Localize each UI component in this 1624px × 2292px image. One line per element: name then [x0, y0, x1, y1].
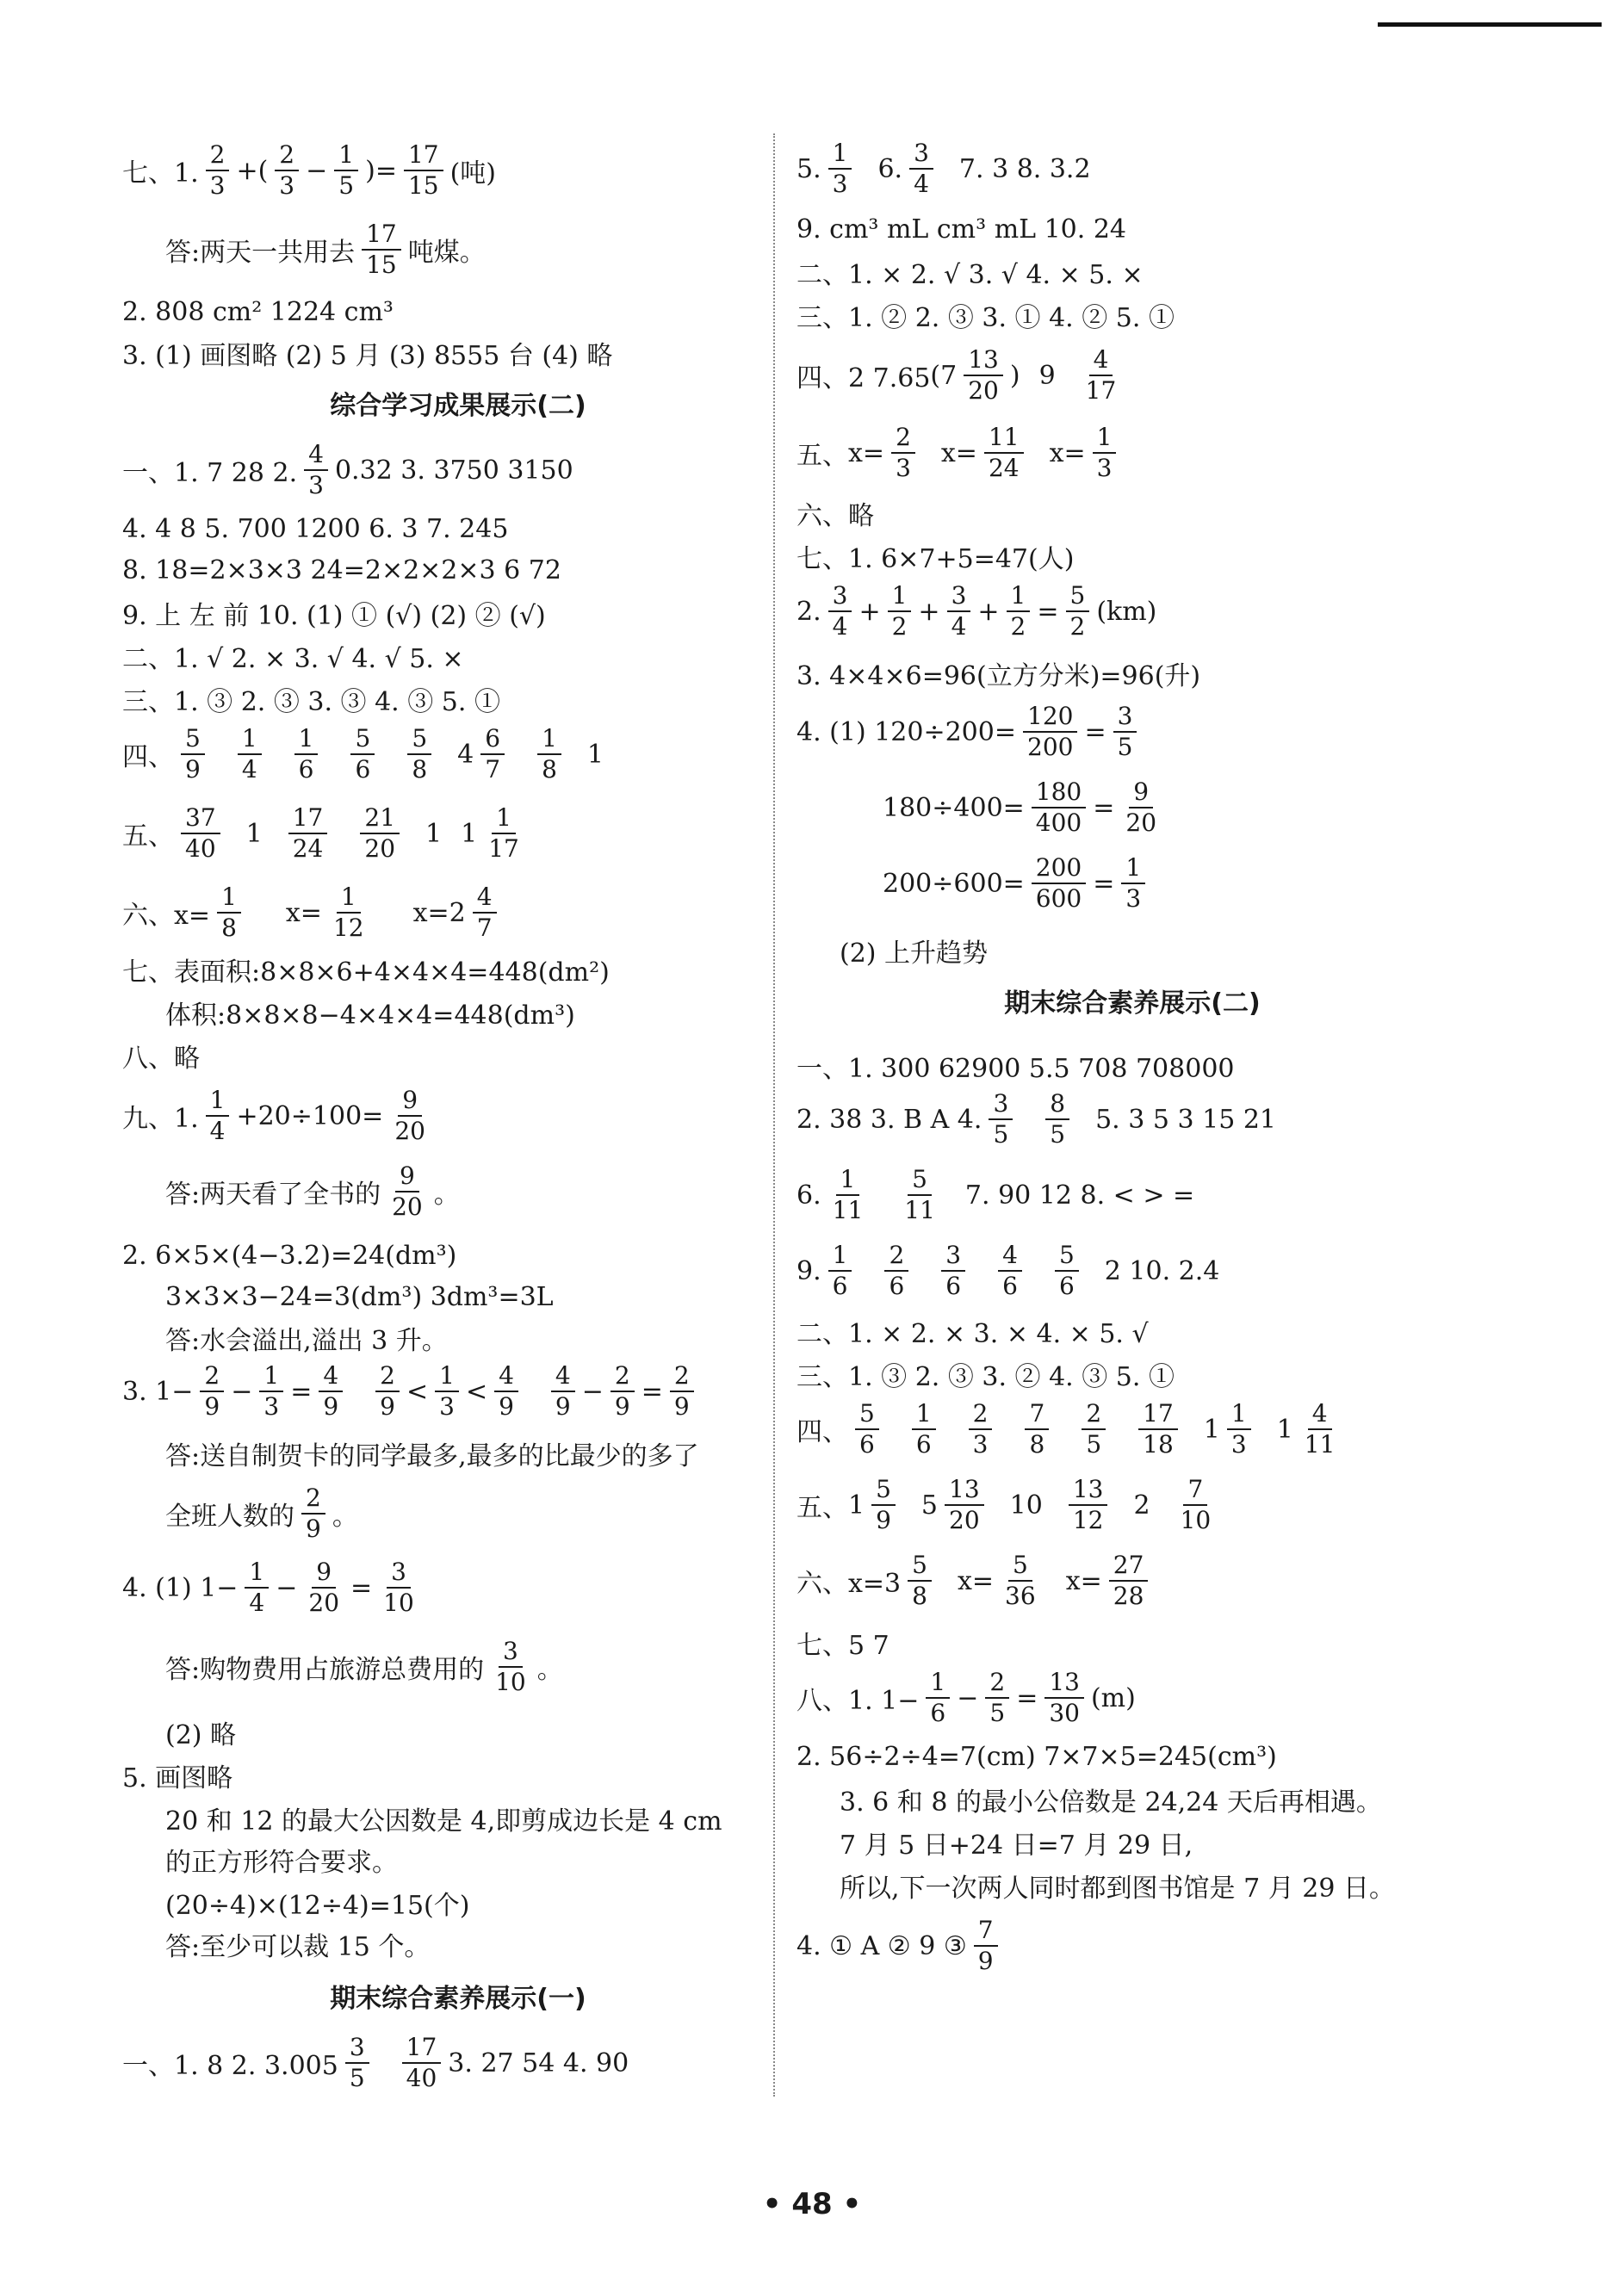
answer-9-3-conclusion-2: 全班人数的 $\frac{2}{9}$ 。 — [165, 1484, 358, 1543]
exam2-6-equations: 六、x=3 $\frac{5}{8}$ x= $\frac{5}{36}$ x= $\frac{27}{28}$ — [797, 1546, 1155, 1615]
final-5-equations: 五、 x= $\frac{2}{3}$ x= $\frac{11}{24}$ x= $\frac{1}{3}$ — [797, 418, 1123, 487]
exam2-judgement: 二、1. × 2. × 3. × 4. × 5. √ — [797, 1319, 1149, 1349]
answer-7-3: 3. (1) 画图略 (2) 5 月 (3) 8555 台 (4) 略 — [122, 341, 613, 371]
exam2-8-3c: 所以,下一次两人同时都到图书馆是 7 月 29 日。 — [840, 1874, 1395, 1904]
answer-1-8: 8. 18=2×3×3 24=2×2×2×3 6 72 — [122, 554, 561, 585]
answer-4: 四、 $\frac{5}{9}$ $\frac{1}{4}$ $\frac{1}{6}$ $\frac{5}{6}$ $\frac{5}{8}$ 4 $\frac{6}{7}$ $\frac{1}{8}$ 1 — [122, 724, 604, 784]
final-7-2: 2. $\frac{3}{4}$ + $\frac{1}{2}$ + $\frac{3}{4}$ + $\frac{1}{2}$ = $\frac{5}{2}$ (km) — [797, 581, 1157, 641]
final-7-1: 七、1. 6×7+5=47(人) — [797, 544, 1075, 574]
answer-9-2b: 3×3×3−24=3(dm³) 3dm³=3L — [165, 1281, 554, 1312]
final-4: 四、2 7.65 (7 $\frac{13}{20}$ ) 9 $\frac{4}{17}$ — [797, 345, 1117, 405]
answer-9-3: 3. 1− $\frac{2}{9}$ − $\frac{1}{3}$ = $\frac{4}{9}$ $\frac{2}{9}$ < $\frac{1}{3}$ < $\frac{4}{9}$ $\frac{4}{9}$ − $\frac{2}{9}$ = $\frac{2}{9}$ — [122, 1357, 701, 1426]
answer-5: 五、 $\frac{37}{40}$ 1 $\frac{17}{24}$ $\frac{21}{20}$ 1 1 $\frac{1}{17}$ — [122, 803, 519, 863]
final-3: 三、1. ② 2. ③ 3. ① 4. ② 5. ① — [797, 303, 1175, 333]
exam2-8-1: 八、1. 1− $\frac{1}{6}$ − $\frac{2}{5}$ = $\frac{13}{30}$ (m) — [797, 1668, 1136, 1727]
answer-1-4: 4. 4 8 5. 700 1200 6. 3 7. 245 — [122, 513, 509, 544]
answer-7-1: 七、1. $\frac{2}{3}$ +( $\frac{2}{3}$ − $\frac{1}{5}$ ) = $\frac{17}{15}$ (吨) — [122, 140, 497, 200]
answer-3: 三、1. ③ 2. ③ 3. ③ 4. ③ 5. ① — [122, 687, 500, 717]
answer-8: 八、略 — [122, 1044, 200, 1074]
right-column — [797, 0, 1503, 2109]
exam2-8-2: 2. 56÷2÷4=7(cm) 7×7×5=245(cm³) — [797, 1741, 1277, 1772]
exam2-6: 6. $\frac{1}{11}$ $\frac{5}{11}$ 7. 90 12 8. < > = — [797, 1165, 1195, 1224]
exam2-7: 七、5 7 — [797, 1631, 889, 1661]
answer-9-5b: 20 和 12 的最大公因数是 4,即剪成边长是 4 cm — [165, 1806, 722, 1837]
answer-9-1-conclusion: 答:两天看了全书的 $\frac{9}{20}$ 。 — [165, 1161, 460, 1221]
left-column — [122, 0, 794, 2109]
exam2-8-4: 4. ① A ② 9 ③ $\frac{7}{9}$ — [797, 1911, 1005, 1980]
answer-7-surface: 七、表面积:8×8×6+4×4×4=448(dm²) — [122, 957, 610, 988]
final-7-4a: 4. (1) 120÷200= $\frac{120}{200}$ = $\frac{3}{5}$ — [797, 697, 1144, 766]
final-1: 一、1. 8 2. 3.005 $\frac{3}{5}$ $\frac{17}{40}$ 3. 27 54 4. 90 — [122, 2033, 629, 2092]
answer-9-5e: 答:至少可以裁 15 个。 — [165, 1932, 431, 1962]
exam2-9: 9. $\frac{1}{6}$ $\frac{2}{6}$ $\frac{3}{6}$ $\frac{4}{6}$ $\frac{5}{6}$ 2 10. 2.4 — [797, 1241, 1220, 1300]
exam2-4: 四、 $\frac{5}{6}$ $\frac{1}{6}$ $\frac{2}{3}$ $\frac{7}{8}$ $\frac{2}{5}$ $\frac{17}{18}$ 1 $\frac{1}{3}$ 1 $\frac{4}{11}$ — [797, 1399, 1336, 1459]
exam2-1: 一、1. 300 62900 5.5 708 708000 — [797, 1054, 1235, 1084]
answer-9-5c: 的正方形符合要求。 — [165, 1848, 398, 1878]
final-6: 六、略 — [797, 501, 874, 531]
answer-9-5d: (20÷4)×(12÷4)=15(个) — [165, 1891, 470, 1921]
answer-7-2: 2. 808 cm² 1224 cm³ — [122, 296, 394, 327]
answer-9-4-2: (2) 略 — [165, 1720, 237, 1750]
section-heading: 期末综合素养展示(一) — [330, 1984, 586, 2014]
answer-9-5a: 5. 画图略 — [122, 1763, 233, 1793]
answer-9-2a: 2. 6×5×(4−3.2)=24(dm³) — [122, 1240, 457, 1271]
exam2-8-3a: 3. 6 和 8 的最小公倍数是 24,24 天后再相遇。 — [840, 1787, 1382, 1818]
final-2: 二、1. × 2. √ 3. √ 4. × 5. × — [797, 260, 1144, 290]
exam2-choice: 三、1. ③ 2. ③ 3. ② 4. ③ 5. ① — [797, 1362, 1175, 1392]
answer-1-9: 9. 上 左 前 10. (1) ① (√) (2) ② (√) — [122, 601, 546, 631]
exam2-5: 五、 1 $\frac{5}{9}$ 5 $\frac{13}{20}$ 10 $\frac{13}{12}$ 2 $\frac{7}{10}$ — [797, 1475, 1212, 1534]
answer-1-1: 一、1. 7 28 2. $\frac{4}{3}$ 0.32 3. 3750 3150 — [122, 440, 573, 499]
answer-9-1: 九、1. $\frac{1}{4}$ +20÷100= $\frac{9}{20}$ — [122, 1086, 425, 1145]
final-5: 5. $\frac{1}{3}$ 6. $\frac{3}{4}$ 7. 3 8. 3.2 — [797, 139, 1091, 198]
section-heading: 综合学习成果展示(二) — [330, 391, 586, 421]
final-7-4c: 200÷600= $\frac{200}{600}$ = $\frac{1}{3}$ — [883, 849, 1152, 918]
exam2-2: 2. 38 3. B A 4. $\frac{3}{5}$ $\frac{8}{5}$ 5. 3 5 3 15 21 — [797, 1089, 1277, 1149]
exam2-8-3b: 7 月 5 日+24 日=7 月 29 日, — [840, 1831, 1193, 1861]
answer-9-4: 4. (1) 1− $\frac{1}{4}$ − $\frac{9}{20}$ = $\frac{3}{10}$ — [122, 1558, 414, 1617]
final-7-3: 3. 4×4×6=96(立方分米)=96(升) — [797, 661, 1201, 691]
answer-9-3-conclusion-1: 答:送自制贺卡的同学最多,最多的比最少的多了 — [165, 1441, 699, 1471]
final-9: 9. cm³ mL cm³ mL 10. 24 — [797, 214, 1127, 245]
page-number: • 48 • — [762, 2187, 862, 2221]
answer-7-1-conclusion: 答:两天一共用去 $\frac{17}{15}$ 吨煤。 — [165, 220, 486, 279]
final-7-4b: 180÷400= $\frac{180}{400}$ = $\frac{9}{20}$ — [883, 777, 1157, 837]
answer-2: 二、1. √ 2. × 3. √ 4. √ 5. × — [122, 644, 464, 674]
section-heading: 期末综合素养展示(二) — [1004, 988, 1261, 1019]
answer-7-volume: 体积:8×8×8−4×4×4=448(dm³) — [165, 1000, 575, 1031]
final-7-4-2: (2) 上升趋势 — [840, 938, 989, 969]
answer-9-2c: 答:水会溢出,溢出 3 升。 — [165, 1326, 448, 1356]
answer-9-4-conclusion: 答:购物费用占旅游总费用的 $\frac{3}{10}$ 。 — [165, 1637, 563, 1696]
answer-6: 六、x= $\frac{1}{8}$ x= $\frac{1}{12}$ x=2 $\frac{4}{7}$ — [122, 878, 504, 947]
